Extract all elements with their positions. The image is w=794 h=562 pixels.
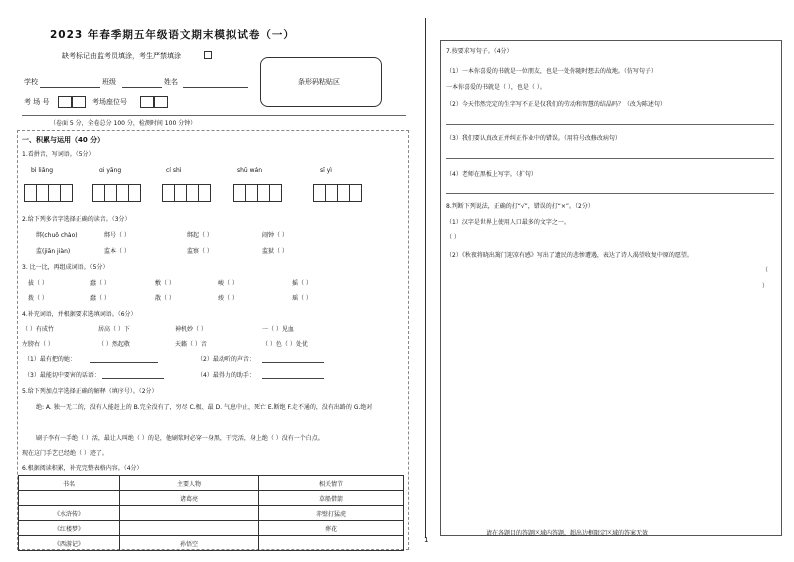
q7-label: 7.按要求写句子。（4分） [446,48,513,55]
absent-checkbox [204,51,212,59]
exam-room-box-1[interactable] [58,96,72,108]
q4-r2-c4[interactable]: （ ）色（ ）处优 [262,341,308,348]
q2-r1-c4[interactable]: 闹钟（ ） [262,232,288,239]
q4-r2-c3[interactable]: 天籁（ ）音 [175,341,207,348]
header-character: 主要人物 [120,476,259,491]
cell: 草船借箭 [259,491,404,506]
school-field[interactable] [40,87,100,88]
table-row [19,506,404,521]
header-divider [22,115,406,116]
q3-r1-c2[interactable]: 蠢（ ） [90,280,110,287]
q3-r2-c4[interactable]: 竣（ ） [218,295,238,302]
cell: 赤壁打猛虎 [259,506,404,521]
q3-r1-c4[interactable]: 峻（ ） [218,280,238,287]
page-number: 1 [424,536,429,544]
q4-r1-c4[interactable]: 一（ ）见血 [262,326,294,333]
class-field[interactable] [122,87,162,88]
q1-pinyin-3: cí shì [166,167,182,174]
q7-s1-answer[interactable]: 一本你喜爱的书就是（ ），也是（ ）。 [446,84,546,91]
seat-box-2[interactable] [154,96,168,108]
seat-box-1[interactable] [140,96,154,108]
cell[interactable] [259,536,404,551]
page-title: 2023 年春季期五年级语文期末模拟试卷（一） [50,29,295,41]
header-plot: 相关情节 [259,476,404,491]
table-header-row [19,476,404,491]
q4-r2-c2[interactable]: （ ）然起敬 [98,341,130,348]
cell: 《红楼梦》 [19,521,120,536]
q7-s2: （2）今天伟然完定的生字写不正是仅我们的劳动和智慧的结晶吗？（改为陈述句） [446,101,666,108]
q4-r4-c1: （3）最能切中要害的话语： [24,372,100,379]
q2-r2-c1: 监(jiān jiàn) [36,248,71,255]
q4-r2-c1[interactable]: 左膀右（ ） [22,341,54,348]
q1-grid-2[interactable] [92,184,141,202]
q5-label: 5.给下列加点字选择正确的解释（填序号）。（2分） [22,388,158,395]
q2-r2-c4[interactable]: 监狱（ ） [262,248,288,255]
cell[interactable] [120,521,259,536]
cell[interactable] [19,491,120,506]
cell: 《西游记》 [19,536,120,551]
q8-s2: （2）《秋夜将晓出篱门迎凉有感》写出了遗民的悲惨遭遇，表达了诗人渴望收复中原的愿望。 [446,252,693,259]
q4-r1-c1[interactable]: （ ）有成竹 [22,326,54,333]
q3-r1-c1[interactable]: 拔（ ） [28,280,48,287]
q8-s1-answer[interactable]: （ ） [446,234,460,241]
name-field[interactable] [183,87,248,88]
q2-r1-c1: 绑(chuō chào) [36,232,78,239]
q8-s2-paren-open[interactable]: （ [762,267,769,274]
cell: 《水浒传》 [19,506,120,521]
absent-notice: 缺考标记由监考员填涂，考生严禁填涂 [62,52,181,60]
table-row [19,536,404,551]
header-book: 书名 [19,476,120,491]
q2-r2-c3[interactable]: 监察（ ） [187,248,213,255]
seat-label: 考场座位号 [92,98,127,106]
table-row [19,491,404,506]
q1-grid-4[interactable] [233,184,282,202]
answer-area-right [440,40,782,536]
q7-s1: （1）一本你喜爱的书就是一位朋友，也是一处你随时想去的故地。（仿写句子） [446,68,657,75]
q1-label: 1.看拼音，写词语。（5分） [22,151,95,158]
q8-s1: （1）汉字是世界上使用人口最多的文字之一。 [446,219,570,226]
score-note: （卷面 5 分，全卷总分 100 分，检测时间 100 分钟） [50,120,197,127]
exam-room-label: 考 场 号 [24,98,50,106]
q4-blank-1[interactable] [90,362,158,363]
q4-r4-c2: （4）最得力的助手： [197,372,255,379]
q7-s2-answer-line[interactable] [446,124,774,125]
q1-pinyin-4: shū wán [237,167,263,174]
q2-r1-c3[interactable]: 绑起（ ） [187,232,213,239]
q1-grid-5[interactable] [313,184,362,202]
q2-r2-c2[interactable]: 监本（ ） [104,248,130,255]
q4-r1-c2[interactable]: 居高（ ）下 [98,326,130,333]
section-1-title: 一、积累与运用（40 分） [22,136,105,144]
q6-label: 6.根据阅读积累，补充完整表格内容。（4分） [22,465,143,472]
q4-blank-3[interactable] [102,378,164,379]
q1-grid-3[interactable] [162,184,211,202]
q7-s3: （3）我们要认真改正并纠正作业中的错误。（用符号改修改病句） [446,135,621,142]
q1-grid-1[interactable] [24,184,73,202]
q3-r2-c2[interactable]: 蠢（ ） [90,295,110,302]
name-label: 姓名 [164,78,178,86]
cell: 诸葛亮 [120,491,259,506]
q3-r1-c3[interactable]: 敷（ ） [155,280,175,287]
table-row [19,521,404,536]
q3-r1-c5[interactable]: 摇（ ） [292,280,312,287]
q1-pinyin-2: ɑi yāng [99,167,122,174]
q1-pinyin-1: bì liǎng [31,167,54,174]
cell[interactable] [120,506,259,521]
q4-blank-4[interactable] [262,378,324,379]
barcode-label: 条形码粘贴区 [298,78,340,86]
class-label: 班级 [102,78,116,86]
school-label: 学校 [24,78,38,86]
exam-room-box-2[interactable] [72,96,86,108]
cell: 葬花 [259,521,404,536]
q5-sentence-1[interactable]: 刷子李有一手绝（ ）活，最让人叫绝（ ）的是，他刷浆时必穿一身黑，干完活，身上绝（ ）没有一个白点。 [36,435,324,442]
footer-note: 请在各题目的答题区域内答题，超出边框限定区域的答案无效 [486,530,649,537]
q4-blank-2[interactable] [262,362,324,363]
q2-r1-c2[interactable]: 绑号（ ） [104,232,130,239]
q5-sentence-2[interactable]: 现在这门手艺已经绝（ ）迹了。 [22,450,108,457]
q7-s4: （4）老师在黑板上写字。（扩句） [446,171,537,178]
q1-pinyin-5: sī yì [320,167,332,174]
q7-s3-answer-line[interactable] [446,158,774,159]
q6-table [18,475,404,551]
q7-s4-answer-line[interactable] [446,193,774,194]
q4-r3-c2: （2）最动听的声音： [197,356,255,363]
q2-label: 2.给下列多音字选择正确的读音。（3分） [22,216,131,223]
q3-r2-c1[interactable]: 拨（ ） [28,295,48,302]
q8-s2-paren-close[interactable]: ） [762,283,769,290]
q8-label: 8.判断下列说法，正确的打“√”，错误的打“×”。（2分） [446,203,594,210]
q3-r2-c5[interactable]: 瑶（ ） [292,295,312,302]
q3-r2-c3[interactable]: 散（ ） [155,295,175,302]
q5-options: 绝: A. 独一无二的，没有人能赶上的 B.完全没有了，穷尽 C.极、最 D. 气息中止，死亡 E.断绝 F.走不通的，没有出路的 G.绝对 [36,404,373,411]
page-divider [425,18,426,538]
q4-r1-c3[interactable]: 神机妙（ ） [175,326,207,333]
cell: 孙悟空 [120,536,259,551]
q3-label: 3. 比一比，再组成词语。（5分） [22,264,109,271]
q4-r3-c1: （1）最有把的她： [24,356,76,363]
q4-label: 4.补充词语，并根据要求选填词语。（6分） [22,311,137,318]
